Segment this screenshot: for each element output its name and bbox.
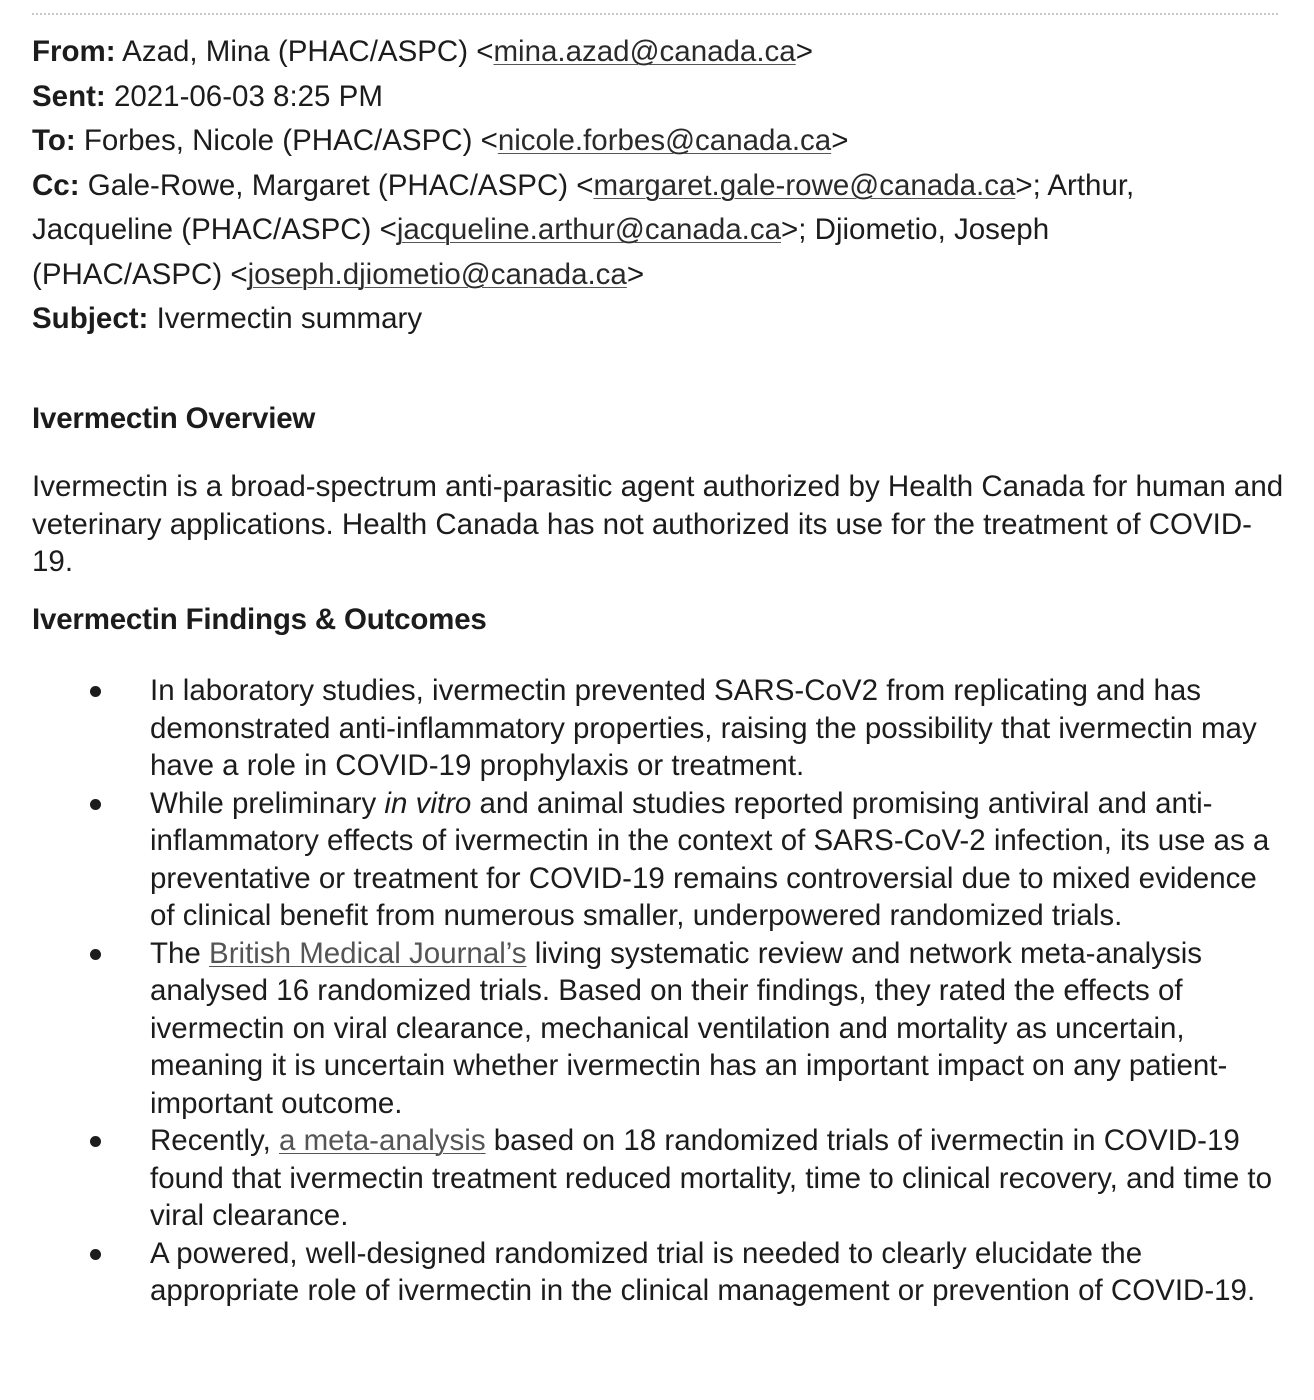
subject-label: Subject: (32, 302, 149, 335)
sent-line (32, 75, 1282, 120)
finding-text-4-post: based on 18 randomized trials of ivermectin in COVID-19 found that ivermectin treatment reduced mortality, time to clinical recovery, and time to viral clearance. (150, 1124, 1273, 1232)
bmj-link[interactable]: British Medical Journal’s (209, 936, 527, 970)
findings-heading: Ivermectin Findings & Outcomes (32, 603, 487, 636)
to-label: To: (32, 124, 76, 157)
overview-heading: Ivermectin Overview (32, 402, 316, 435)
bullet-icon (90, 1136, 101, 1147)
cc-email-link-1[interactable]: margaret.gale-rowe@canada.ca (593, 168, 1016, 202)
cc-line-2 (32, 208, 1282, 253)
subject-line (32, 297, 1282, 342)
to-line (32, 119, 1282, 164)
from-email-link[interactable]: mina.azad@canada.ca (493, 35, 796, 68)
list-item (32, 935, 1287, 1123)
meta-analysis-link[interactable]: a meta-analysis (278, 1124, 486, 1157)
cc-email-link-3[interactable]: joseph.djiometio@canada.ca (247, 257, 627, 291)
list-item (32, 672, 1287, 785)
from-line (32, 30, 1282, 75)
cc-line-3 (32, 253, 1282, 298)
list-item (32, 1122, 1287, 1235)
cc-post-3: > (626, 257, 645, 291)
bullet-icon (90, 1249, 101, 1260)
bullet-icon (90, 799, 101, 810)
from-suffix: > (795, 35, 813, 68)
finding-text-2-post: and animal studies reported promising antiviral and anti-inflammatory effects of ivermectin in the context of SARS-CoV-2 infection, its use as a preventative or treatment for COVID-19 remains controversial due to mixed evidence of clinical benefit from numerous smaller, underpowered randomized trials. (150, 786, 1270, 932)
findings-list (32, 672, 1287, 1310)
finding-text-2-em: in vitro (384, 786, 472, 820)
sent-label: Sent: (32, 79, 106, 113)
bullet-icon (90, 949, 101, 960)
from-name: Azad, Mina (PHAC/ASPC) < (115, 35, 494, 68)
from-label: From: (32, 35, 116, 68)
to-name: Forbes, Nicole (PHAC/ASPC) < (75, 124, 498, 157)
finding-text-2-pre: While preliminary (150, 786, 385, 820)
finding-text-3-pre: The (150, 936, 210, 970)
list-item (32, 1235, 1287, 1310)
cc-name-1: Gale-Rowe, Margaret (PHAC/ASPC) < (79, 168, 594, 202)
list-item (32, 785, 1287, 935)
finding-text-4-pre: Recently, (150, 1124, 279, 1157)
cc-email-link-2[interactable]: jacqueline.arthur@canada.ca (396, 213, 782, 246)
overview-paragraph: Ivermectin is a broad-spectrum anti-parasitic agent authorized by Health Canada for human and veterinary applications. Health Canada has not authorized its use for the treatment of COVID-19. (32, 470, 1284, 578)
to-email-link[interactable]: nicole.forbes@canada.ca (497, 124, 832, 157)
cc-name-3: (PHAC/ASPC) < (32, 257, 248, 291)
cc-line-1 (32, 164, 1282, 209)
cc-label: Cc: (32, 168, 80, 202)
cc-name-2: Jacqueline (PHAC/ASPC) < (32, 213, 397, 246)
bullet-icon (90, 686, 101, 697)
subject-value: Ivermectin summary (148, 302, 423, 335)
top-divider (32, 13, 1278, 15)
finding-text-3-post: living systematic review and network meta-analysis analysed 16 randomized trials. Based on their findings, they rated the effects of ivermectin on viral clearance, mechanical ventilation and mortality as uncertain, meaning it is uncertain whether ivermectin has an important impact on any patient-important outcome. (150, 936, 1228, 1120)
finding-text-5: A powered, well-designed randomized trial is needed to clearly elucidate the appropriate role of ivermectin in the clinical management or prevention of COVID-19. (150, 1236, 1256, 1307)
sent-value: 2021-06-03 8:25 PM (105, 79, 383, 113)
cc-post-1: >; Arthur, (1015, 168, 1135, 202)
to-suffix: > (831, 124, 849, 157)
cc-post-2: >; Djiometio, Joseph (781, 213, 1050, 246)
email-header (32, 30, 1282, 342)
finding-text-1: In laboratory studies, ivermectin prevented SARS-CoV2 from replicating and has demonstrated anti-inflammatory properties, raising the possibility that ivermectin may have a role in COVID-19 prophylaxis or treatment. (150, 674, 1257, 782)
